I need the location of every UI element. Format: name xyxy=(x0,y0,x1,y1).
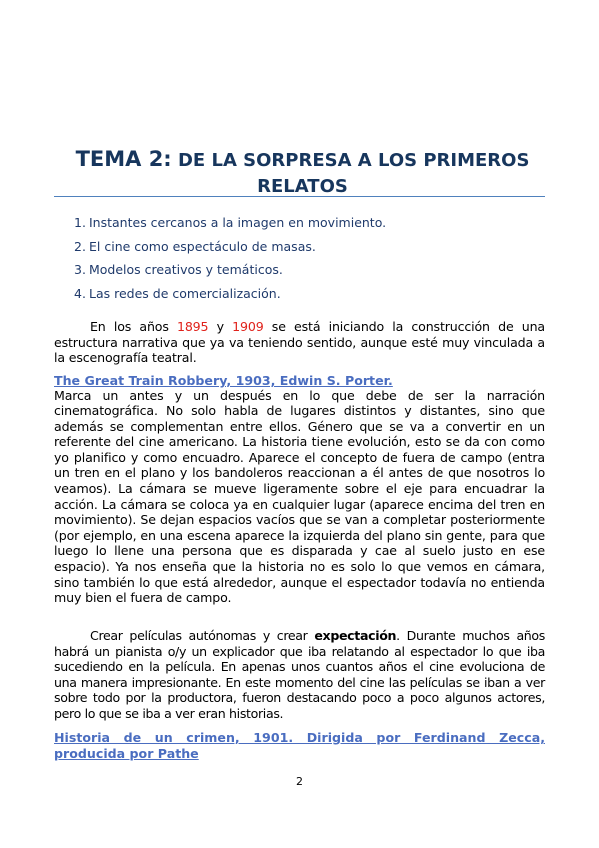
intro-text: se está iniciando la construcción de una estructura narrativa que ya va teniendo sentido, aunque esté muy vinculada a la escenografía teatral. xyxy=(54,319,545,366)
intro-paragraph xyxy=(54,319,545,366)
paragraph-text: . Durante muchos años habrá un pianista o/y un explicador que iba relatando al espectador lo que iba sucediendo en la película. En apenas unos cuantos años el cine evoluciona de una manera impresionante. En este momento del cine las películas se iban a ver sobre todo por la productora, fueron destacando poco a poco algunos actores, pero lo que se iba a ver eran historias. xyxy=(54,628,546,721)
chapter-title-text: DE LA SORPRESA A LOS PRIMEROS RELATOS xyxy=(177,150,530,197)
chapter-number: TEMA 2: xyxy=(75,147,172,171)
chapter-title xyxy=(60,146,545,200)
topic-number: 1. xyxy=(74,215,86,230)
topic-number: 4. xyxy=(74,286,86,302)
topic-item xyxy=(74,211,386,235)
year-1895: 1895 xyxy=(176,319,209,334)
intro-text: y xyxy=(208,319,233,334)
intro-text: En los años xyxy=(90,319,177,334)
expectation-paragraph xyxy=(54,628,545,722)
title-underline-divider xyxy=(54,196,545,197)
expectation-keyword: expectación xyxy=(314,628,397,643)
topic-list xyxy=(74,211,386,306)
historia-crimen-link[interactable]: Historia de un crimen, 1901. Dirigida por Ferdinand Zecca, producida por Pathe xyxy=(54,730,545,761)
topic-item xyxy=(74,235,386,259)
page-number: 2 xyxy=(296,775,303,788)
great-train-robbery-paragraph: Marca un antes y un después en lo que debe de ser la narración cinematográfica. No solo habla de lugares distintos y distantes, sino que además se complementan entre ellos. Género que se va a convertir en un referente del cine americano. La historia tiene evolución, esto se da con como yo planifico y como encuadro. Aparece el concepto de fuera de campo (entra un tren en el plano y los bandoleros reaccionan a él antes de que nosotros lo veamos). La cámara se mueve ligeramente sobre el eje para encuadrar la acción. La cámara se coloca ya en cualquier lugar (aparece encima del tren en movimiento). Se dejan espacios vacíos que se van a completar posteriormente (por ejemplo, en una escena aparece la izquierda del plano sin gente, para que luego lo llene una persona que es disparada y cae al suelo justo en ese espacio). Ya nos enseña que la historia no es solo lo que vemos en cámara, sino también lo que está alrededor, aunque el espectador todavía no entienda muy bien el fuera de campo. xyxy=(54,387,545,606)
topic-label: Las redes de comercialización. xyxy=(89,286,281,302)
topic-label: El cine como espectáculo de masas. xyxy=(89,238,316,254)
topic-item xyxy=(74,258,386,282)
topic-label: Instantes cercanos a la imagen en movimiento. xyxy=(89,215,387,230)
great-train-robbery-link[interactable]: The Great Train Robbery, 1903, Edwin S. Porter. xyxy=(54,373,393,388)
topic-label: Modelos creativos y temáticos. xyxy=(89,262,283,278)
topic-number: 2. xyxy=(74,238,86,254)
topic-number: 3. xyxy=(74,262,86,278)
paragraph-text: Crear películas autónomas y crear xyxy=(90,628,315,643)
year-1909: 1909 xyxy=(232,319,264,334)
topic-item xyxy=(74,282,386,306)
